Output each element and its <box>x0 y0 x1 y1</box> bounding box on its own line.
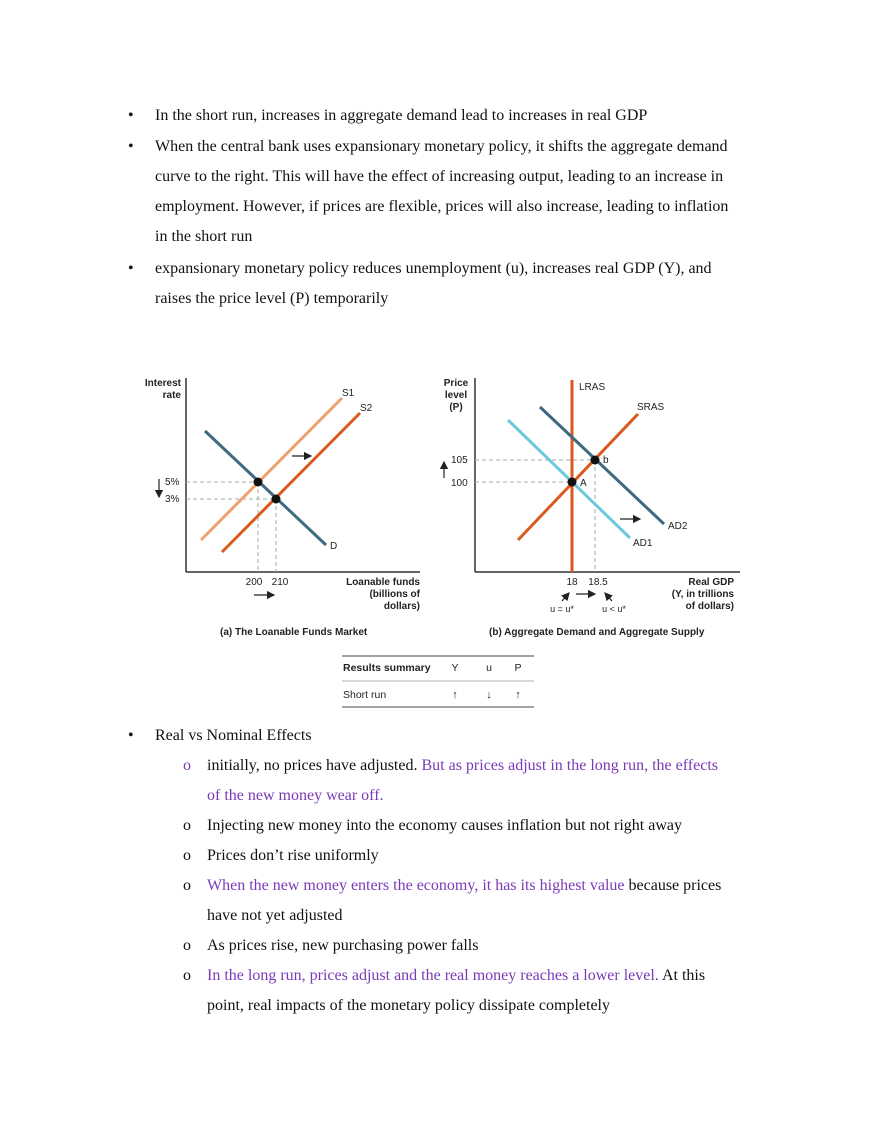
y-tick-3pct: 3% <box>165 494 180 505</box>
sub-bullet-marker: o <box>183 937 191 954</box>
economics-figure <box>135 370 755 720</box>
panel-a-y-label-1: Interest <box>144 378 181 389</box>
bullet-3-line-2: raises the price level (P) temporarily <box>155 290 389 307</box>
equilibrium-point-2 <box>272 495 281 504</box>
sub-bullet-marker: o <box>183 847 191 864</box>
sub-bullet-4-line-1 <box>207 871 721 901</box>
panel-b-y-label-2: level <box>444 390 468 401</box>
sub-bullet-marker: o <box>183 877 191 894</box>
bullet-dot: • <box>128 727 134 744</box>
plain-text: initially, no prices have adjusted. <box>207 757 422 774</box>
bullet-2-line-4: in the short run <box>155 228 253 245</box>
highlighted-text: of the new money wear off. <box>207 787 384 804</box>
plain-text: Injecting new money into the economy causes inflation but not right away <box>207 817 682 834</box>
panel-a-x-label-2: (billions of <box>369 589 420 600</box>
panel-b-x-label-2: (Y, in trillions <box>671 589 734 600</box>
sub-bullet-marker: o <box>183 817 191 834</box>
u-equal-natural: u = u* <box>550 604 574 614</box>
x-tick-210: 210 <box>271 577 289 588</box>
lras-label: LRAS <box>579 382 606 393</box>
s2-label: S2 <box>360 403 373 414</box>
results-summary-table <box>342 656 534 707</box>
panel-b-y-label-1: Price <box>443 378 469 389</box>
table-header-u: u <box>486 662 492 674</box>
plain-text: Prices don’t rise uniformly <box>207 847 379 864</box>
plain-text: point, real impacts of the monetary policy dissipate completely <box>207 997 610 1014</box>
sub-bullet-2-line-1 <box>207 811 682 841</box>
panel-b-x-label-1: Real GDP <box>688 577 734 588</box>
highlighted-text: But as prices adjust in the long run, the effects <box>421 757 718 774</box>
demand-curve-d <box>205 431 326 545</box>
bullet-3-line-1: expansionary monetary policy reduces unemployment (u), increases real GDP (Y), and <box>155 260 712 277</box>
sub-bullet-3-line-1 <box>207 841 379 871</box>
bullet-dot: • <box>128 260 134 277</box>
table-cell-p: ↑ <box>515 689 521 701</box>
bullet-dot: • <box>128 138 134 155</box>
unemp-arrow-left <box>562 593 569 601</box>
plain-text: At this <box>658 967 706 984</box>
highlighted-text: In the long run, prices adjust and the real money reaches a lower level. <box>207 967 659 984</box>
sras-curve <box>518 414 638 540</box>
supply-curve-s1 <box>201 398 342 540</box>
sub-bullet-4-line-2 <box>207 901 343 931</box>
sub-bullet-6-line-1 <box>207 961 705 991</box>
sub-bullet-6-line-2 <box>207 991 610 1021</box>
real-nominal-heading: Real vs Nominal Effects <box>155 727 312 744</box>
x-tick-18-5: 18.5 <box>588 577 608 588</box>
panel-b-caption: (b) Aggregate Demand and Aggregate Supply <box>489 627 705 638</box>
bullet-1-line-1: In the short run, increases in aggregate demand lead to increases in real GDP <box>155 107 648 124</box>
sub-bullet-1-line-1 <box>207 751 718 781</box>
bullet-2-line-2: curve to the right. This will have the effect of increasing output, leading to an increase in <box>155 168 724 185</box>
bullet-2-line-3: employment. However, if prices are flexible, prices will also increase, leading to inflation <box>155 198 729 215</box>
y-tick-5pct: 5% <box>165 477 180 488</box>
equilibrium-point-b <box>591 456 600 465</box>
panel-b-ad-as <box>444 378 740 638</box>
table-header-label: Results summary <box>343 662 431 674</box>
highlighted-text: When the new money enters the economy, it has its highest value <box>207 877 625 894</box>
unemp-arrow-right <box>605 593 612 601</box>
sub-bullet-marker: o <box>183 757 191 774</box>
equilibrium-point-a <box>568 478 577 487</box>
panel-a-caption: (a) The Loanable Funds Market <box>220 627 368 638</box>
table-row-label: Short run <box>343 689 387 701</box>
ad1-label: AD1 <box>633 538 653 549</box>
table-cell-u: ↓ <box>486 689 492 701</box>
y-tick-100: 100 <box>451 478 468 489</box>
table-header-p: P <box>514 662 522 674</box>
table-header-y: Y <box>451 662 459 674</box>
panel-a-y-label-2: rate <box>162 390 181 401</box>
panel-a-x-label-3: dollars) <box>383 601 420 612</box>
x-tick-200: 200 <box>245 577 263 588</box>
x-tick-18: 18 <box>566 577 578 588</box>
table-cell-y: ↑ <box>452 689 458 701</box>
plain-text: because prices <box>624 877 722 894</box>
d-label: D <box>330 541 338 552</box>
ad2-curve <box>540 407 664 524</box>
plain-text: have not yet adjusted <box>207 907 343 924</box>
bullet-2-line-1: When the central bank uses expansionary monetary policy, it shifts the aggregate demand <box>155 138 728 155</box>
point-b-label: b <box>603 455 609 466</box>
sub-bullet-marker: o <box>183 967 191 984</box>
s1-label: S1 <box>342 388 355 399</box>
sub-bullet-1-line-2 <box>207 781 384 811</box>
panel-a-loanable-funds <box>145 378 421 638</box>
sras-label: SRAS <box>637 402 665 413</box>
point-a-label: A <box>580 478 587 489</box>
y-tick-105: 105 <box>451 455 468 466</box>
panel-b-x-label-3: of dollars) <box>685 601 734 612</box>
ad2-label: AD2 <box>668 521 688 532</box>
panel-b-y-label-3: (P) <box>449 402 463 413</box>
sub-bullet-5-line-1 <box>207 931 478 961</box>
plain-text: As prices rise, new purchasing power falls <box>207 937 479 954</box>
panel-a-x-label-1: Loanable funds <box>346 577 420 588</box>
u-less-natural: u < u* <box>602 604 626 614</box>
equilibrium-point-1 <box>254 478 263 487</box>
bullet-dot: • <box>128 107 134 124</box>
